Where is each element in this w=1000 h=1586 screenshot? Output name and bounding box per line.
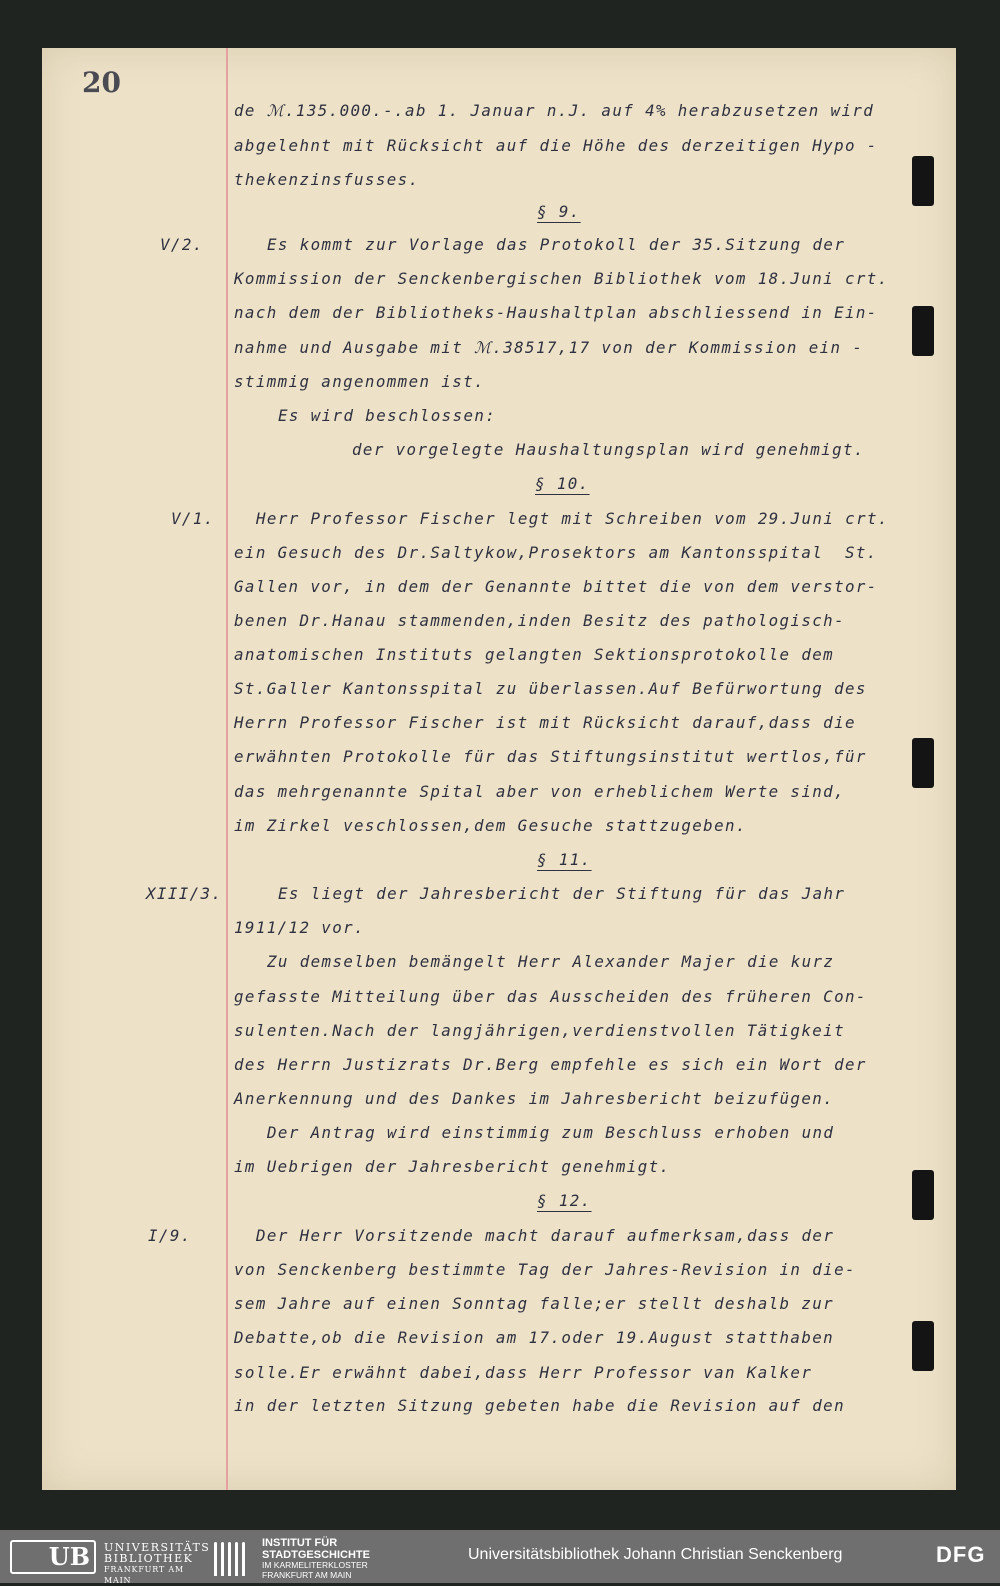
viewer-footer	[0, 1530, 1000, 1583]
ub-line1: UNIVERSITÄTS	[104, 1541, 211, 1554]
isg-line4: FRANKFURT AM MAIN	[262, 1569, 352, 1580]
section-heading: § 11.	[537, 850, 592, 869]
isg-line1: INSTITUT FÜR	[262, 1537, 338, 1549]
body-text-line: Herrn Professor Fischer ist mit Rücksicht darauf,dass die	[234, 713, 856, 732]
body-text-line: abgelehnt mit Rücksicht auf die Höhe des derzeitigen Hypo -	[234, 136, 878, 155]
body-text-line: Herr Professor Fischer legt mit Schreiben vom 29.Juni crt.	[256, 509, 889, 528]
body-text-line: sulenten.Nach der langjährigen,verdienstvollen Tätigkeit	[234, 1021, 845, 1040]
binder-tab	[912, 156, 934, 206]
binder-tab	[912, 1170, 934, 1220]
body-text-line: in der letzten Sitzung gebeten habe die Revision auf den	[234, 1396, 845, 1415]
margin-reference: V/2.	[160, 235, 204, 254]
ub-line3: FRANKFURT AM MAIN	[104, 1565, 184, 1585]
body-text-line: Zu demselben bemängelt Herr Alexander Majer die kurz	[267, 952, 835, 971]
body-text-line: erwähnten Protokolle für das Stiftungsinstitut wertlos,für	[234, 747, 867, 766]
body-text-line: benen Dr.Hanau stammenden,inden Besitz des pathologisch-	[234, 611, 845, 630]
body-text-line: 1911/12 vor.	[234, 918, 365, 937]
body-text-line: sem Jahre auf einen Sonntag falle;er stellt deshalb zur	[234, 1294, 835, 1313]
binder-tab	[912, 306, 934, 356]
margin-rule	[226, 48, 228, 1490]
body-text-line: von Senckenberg bestimmte Tag der Jahres-Revision in die-	[234, 1260, 856, 1279]
section-heading: § 12.	[537, 1191, 592, 1210]
ub-wordmark	[104, 1542, 210, 1586]
binder-tab	[912, 1321, 934, 1371]
body-text-line: Es liegt der Jahresbericht der Stiftung für das Jahr	[278, 884, 846, 903]
body-text-line: gefasste Mitteilung über das Ausscheiden des früheren Con-	[234, 987, 867, 1006]
ub-mark: UB	[10, 1540, 96, 1574]
body-text-line: des Herrn Justizrats Dr.Berg empfehle es sich ein Wort der	[234, 1055, 867, 1074]
margin-reference: V/1.	[171, 509, 215, 528]
body-text-line: St.Galler Kantonsspital zu überlassen.Auf Befürwortung des	[234, 679, 867, 698]
body-text-line: solle.Er erwähnt dabei,dass Herr Professor van Kalker	[234, 1363, 813, 1382]
body-text-line: Es wird beschlossen:	[278, 406, 497, 425]
page-number: 20	[82, 66, 121, 99]
body-text-line: Es kommt zur Vorlage das Protokoll der 35.Sitzung der	[267, 235, 846, 254]
columns-icon	[212, 1538, 252, 1576]
document-page	[42, 48, 956, 1490]
isg-logo[interactable]	[212, 1537, 412, 1580]
isg-wordmark	[262, 1538, 370, 1580]
body-text-line: Kommission der Senckenbergischen Bibliothek vom 18.Juni crt.	[234, 269, 889, 288]
body-text-line: Debatte,ob die Revision am 17.oder 19.August statthaben	[234, 1328, 835, 1347]
binder-tab	[912, 738, 934, 788]
body-text-line: ein Gesuch des Dr.Saltykow,Prosektors am Kantonsspital St.	[234, 543, 878, 562]
isg-line3: IM KARMELITERKLOSTER	[262, 1560, 368, 1570]
body-text-line: Anerkennung und des Dankes im Jahresbericht beizufügen.	[234, 1089, 835, 1108]
margin-reference: I/9.	[148, 1226, 192, 1245]
body-text-line: im Uebrigen der Jahresbericht genehmigt.	[234, 1157, 671, 1176]
body-text-line: Gallen vor, in dem der Genannte bittet die von dem verstor-	[234, 577, 878, 596]
body-text-line: Der Herr Vorsitzende macht darauf aufmerksam,dass der	[256, 1226, 835, 1245]
body-text-line: Der Antrag wird einstimmig zum Beschluss erhoben und	[267, 1123, 835, 1142]
margin-reference: XIII/3.	[146, 884, 223, 903]
body-text-line: de ℳ.135.000.-.ab 1. Januar n.J. auf 4% herabzusetzen wird	[234, 101, 875, 120]
ub-line2: BIBLIOTHEK	[104, 1552, 194, 1565]
isg-line2: STADTGESCHICHTE	[262, 1548, 370, 1561]
footer-title[interactable]: Universitätsbibliothek Johann Christian Senckenberg	[468, 1546, 843, 1563]
body-text-line: der vorgelegte Haushaltungsplan wird genehmigt.	[352, 440, 865, 459]
ub-logo[interactable]	[10, 1540, 211, 1585]
body-text-line: stimmig angenommen ist.	[234, 372, 485, 391]
body-text-line: nahme und Ausgabe mit ℳ.38517,17 von der Kommission ein -	[234, 338, 864, 357]
body-text-line: anatomischen Instituts gelangten Sektionsprotokolle dem	[234, 645, 835, 664]
body-text-line: thekenzinsfusses.	[234, 170, 420, 189]
dfg-logo[interactable]: DFG	[936, 1542, 986, 1567]
body-text-line: nach dem der Bibliotheks-Haushaltplan abschliessend in Ein-	[234, 303, 878, 322]
body-text-line: im Zirkel veschlossen,dem Gesuche stattzugeben.	[234, 816, 747, 835]
body-text-line: das mehrgenannte Spital aber von erheblichem Werte sind,	[234, 782, 845, 801]
section-heading: § 10.	[535, 474, 590, 493]
section-heading: § 9.	[537, 202, 581, 221]
